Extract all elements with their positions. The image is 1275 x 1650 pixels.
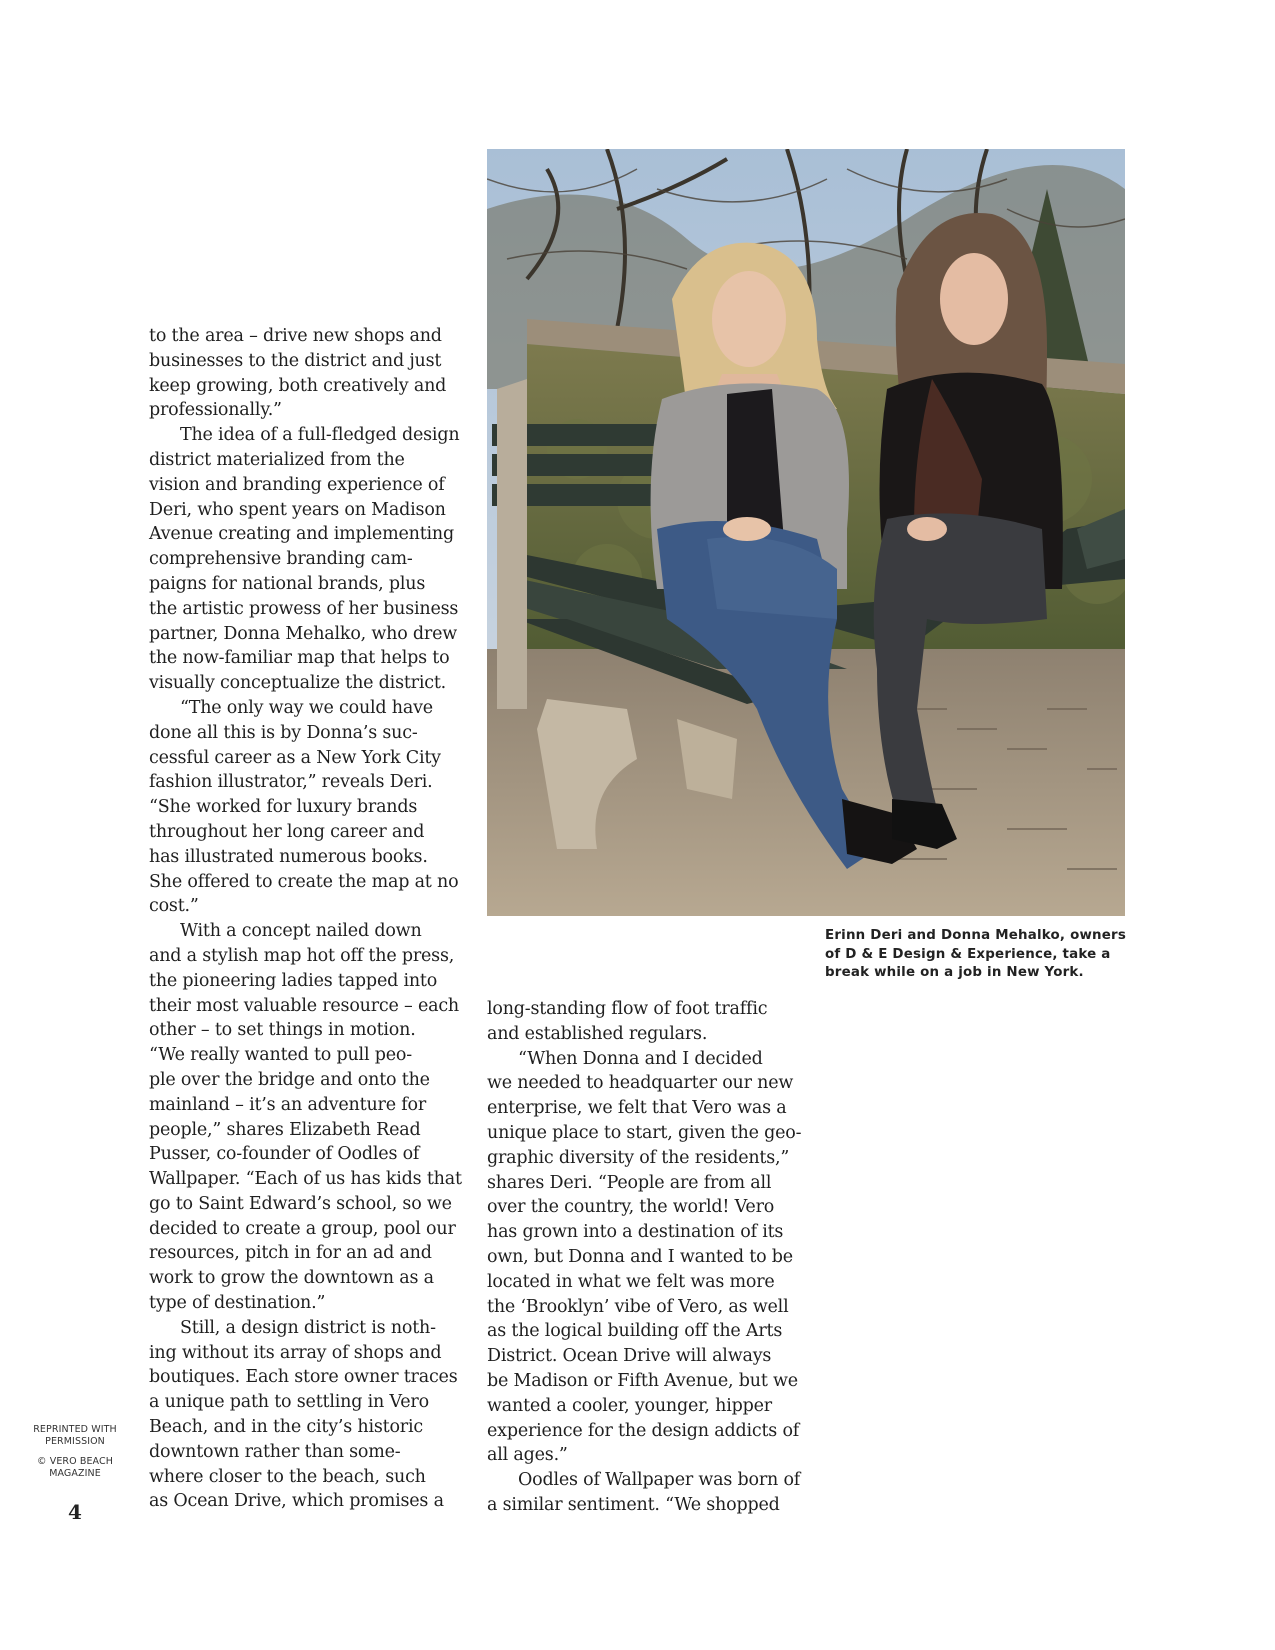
- text-line: over the country, the world! Vero: [487, 1197, 775, 1218]
- article-column-left: [149, 324, 462, 1514]
- text-line: and a stylish map hot off the press,: [149, 945, 455, 966]
- photo: [487, 149, 1125, 916]
- text-line: vision and branding experience of: [149, 474, 445, 495]
- text-line: unique place to start, given the geo-: [487, 1122, 802, 1143]
- text-line: With a concept nailed down: [180, 921, 422, 942]
- text-line: partner, Donna Mehalko, who drew: [149, 623, 458, 644]
- text-line: Wallpaper. “Each of us has kids that: [149, 1169, 462, 1190]
- text-line: comprehensive branding cam-: [149, 549, 413, 570]
- caption-line: Erinn Deri and Donna Mehalko, owners: [825, 928, 1127, 943]
- text-line: professionally.”: [149, 400, 282, 421]
- text-line: has grown into a destination of its: [487, 1222, 784, 1243]
- text-line: a similar sentiment. “We shopped: [487, 1494, 780, 1515]
- text-line: businesses to the district and just: [149, 350, 442, 371]
- text-line: wanted a cooler, younger, hipper: [487, 1395, 772, 1416]
- text-line: has illustrated numerous books.: [149, 846, 428, 867]
- article-column-middle: [487, 997, 802, 1518]
- credit-line: REPRINTED WITH: [33, 1424, 117, 1435]
- text-line: mainland – it’s an adventure for: [149, 1094, 426, 1115]
- text-line: Beach, and in the city’s historic: [149, 1417, 423, 1438]
- text-line: fashion illustrator,” reveals Deri.: [149, 772, 433, 793]
- text-line: decided to create a group, pool our: [149, 1218, 456, 1239]
- text-line: Pusser, co-founder of Oodles of: [149, 1144, 420, 1165]
- text-line: shares Deri. “People are from all: [487, 1172, 772, 1193]
- text-line: other – to set things in motion.: [149, 1020, 416, 1041]
- text-line: as Ocean Drive, which promises a: [149, 1491, 444, 1512]
- text-line: long-standing flow of foot traffic: [487, 999, 768, 1019]
- credit-line: MAGAZINE: [49, 1467, 101, 1479]
- text-line: resources, pitch in for an ad and: [149, 1243, 432, 1264]
- text-line: visually conceptualize the district.: [149, 673, 447, 694]
- text-line: cessful career as a New York City: [149, 747, 441, 768]
- text-line: graphic diversity of the residents,”: [487, 1147, 790, 1168]
- text-line: to the area – drive new shops and: [149, 326, 442, 346]
- text-line: district materialized from the: [149, 449, 405, 470]
- text-line: own, but Donna and I wanted to be: [487, 1246, 793, 1267]
- text-line: go to Saint Edward’s school, so we: [149, 1193, 452, 1214]
- text-line: where closer to the beach, such: [149, 1466, 426, 1487]
- text-line: people,” shares Elizabeth Read: [149, 1119, 421, 1140]
- text-line: “The only way we could have: [180, 697, 433, 718]
- text-line: Oodles of Wallpaper was born of: [518, 1470, 801, 1491]
- text-line: be Madison or Fifth Avenue, but we: [487, 1370, 798, 1391]
- text-line: Still, a design district is noth-: [180, 1317, 436, 1338]
- text-line: the ‘Brooklyn’ vibe of Vero, as well: [487, 1296, 789, 1317]
- text-line: Deri, who spent years on Madison: [149, 499, 446, 520]
- text-line: experience for the design addicts of: [487, 1420, 800, 1441]
- text-line: downtown rather than some-: [149, 1441, 401, 1462]
- text-line: “We really wanted to pull peo-: [149, 1045, 412, 1066]
- text-line: throughout her long career and: [149, 821, 425, 842]
- text-line: Avenue creating and implementing: [149, 524, 454, 545]
- text-line: boutiques. Each store owner traces: [149, 1367, 458, 1388]
- text-line: She offered to create the map at no: [149, 871, 459, 892]
- text-line: work to grow the downtown as a: [149, 1268, 434, 1289]
- text-line: The idea of a full-fledged design: [180, 425, 460, 446]
- text-line: type of destination.”: [149, 1293, 326, 1314]
- text-line: the pioneering ladies tapped into: [149, 970, 438, 991]
- text-line: located in what we felt was more: [487, 1271, 775, 1292]
- text-line: a unique path to settling in Vero: [149, 1392, 429, 1413]
- text-line: “She worked for luxury brands: [149, 797, 418, 818]
- credit-line: © VERO BEACH: [37, 1456, 113, 1467]
- text-line: District. Ocean Drive will always: [487, 1346, 772, 1367]
- reprint-credit: [25, 1424, 125, 1479]
- credit-line: PERMISSION: [45, 1435, 105, 1447]
- text-line: ple over the bridge and onto the: [149, 1069, 430, 1090]
- text-line: the now-familiar map that helps to: [149, 648, 450, 669]
- text-line: cost.”: [149, 896, 199, 917]
- caption-line: break while on a job in New York.: [825, 965, 1084, 980]
- text-line: enterprise, we felt that Vero was a: [487, 1098, 787, 1119]
- text-line: ing without its array of shops and: [149, 1342, 442, 1363]
- text-line: done all this is by Donna’s suc-: [149, 722, 418, 743]
- text-line: their most valuable resource – each: [149, 995, 459, 1016]
- text-line: the artistic prowess of her business: [149, 598, 459, 619]
- text-line: keep growing, both creatively and: [149, 375, 447, 396]
- text-line: “When Donna and I decided: [518, 1048, 763, 1069]
- photo-illustration: [487, 149, 1125, 916]
- text-line: all ages.”: [487, 1445, 568, 1466]
- text-line: and established regulars.: [487, 1023, 708, 1044]
- photo-caption: [825, 927, 1125, 983]
- caption-line: of D & E Design & Experience, take a: [825, 946, 1111, 962]
- page-number: 4: [68, 1500, 82, 1524]
- text-line: we needed to headquarter our new: [487, 1073, 794, 1094]
- text-line: as the logical building off the Arts: [487, 1321, 783, 1342]
- text-line: paigns for national brands, plus: [149, 573, 426, 594]
